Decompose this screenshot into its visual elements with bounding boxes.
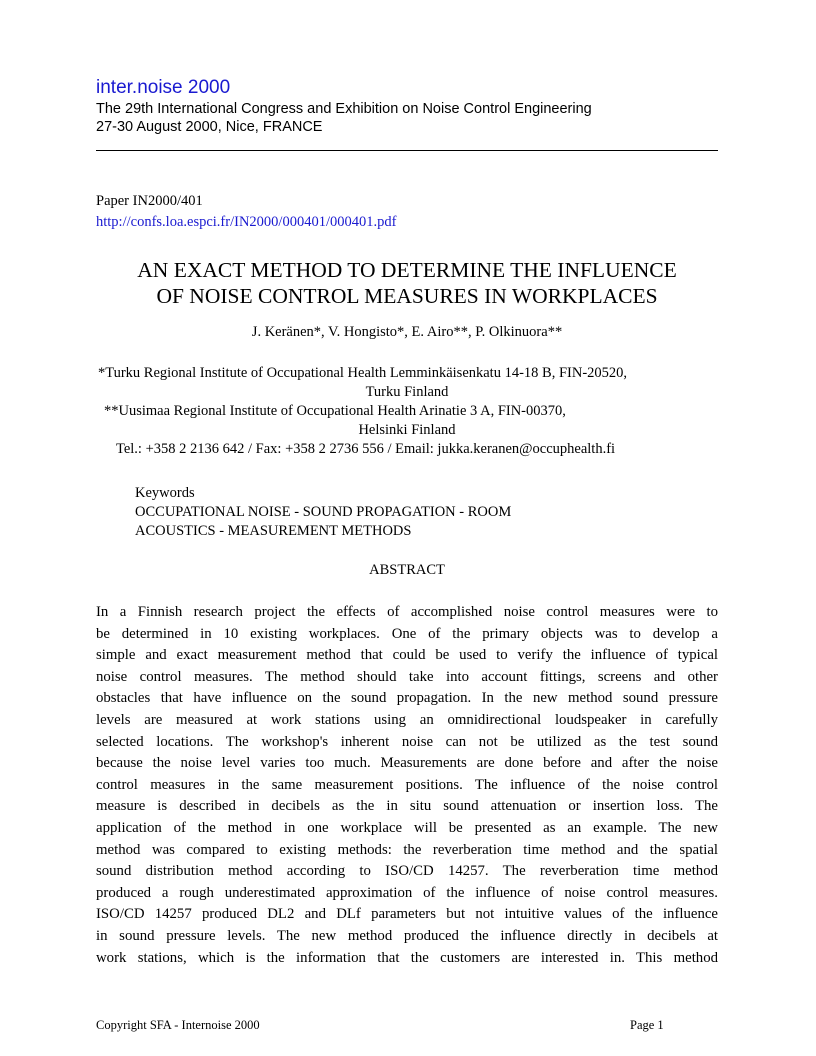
paper-authors: J. Keränen*, V. Hongisto*, E. Airo**, P. Olkinuora** <box>251 324 563 340</box>
abstract-line: ISO/CD 14257 produced DL2 and DLf parameters but not intuitive values of the influence <box>96 906 718 923</box>
abstract-line: control measures in the same measurement positions. The influence of the noise control <box>96 776 718 793</box>
abstract-line: method was compared to existing methods: the reverberation time method and the spatial <box>96 841 718 858</box>
congress-dates-location: 27-30 August 2000, Nice, FRANCE <box>96 119 323 135</box>
abstract-line: application of the method in one workplace will be presented as an example. The new <box>96 819 718 836</box>
header-divider <box>96 150 718 151</box>
paper-id: Paper IN2000/401 <box>96 193 203 209</box>
abstract-line: be determined in 10 existing workplaces. One of the primary objects was to develop a <box>96 625 718 642</box>
congress-name: The 29th International Congress and Exhibition on Noise Control Engineering <box>96 101 592 117</box>
abstract-line: in sound pressure levels. The new method produced the influence directly in decibels at <box>96 927 718 944</box>
keywords-line-1: OCCUPATIONAL NOISE - SOUND PROPAGATION - ROOM <box>135 504 512 520</box>
abstract-heading: ABSTRACT <box>369 562 445 578</box>
footer-page-number: Page 1 <box>630 1018 664 1032</box>
keywords-line-2: ACOUSTICS - MEASUREMENT METHODS <box>135 523 412 539</box>
abstract-line: produced a rough underestimated approximation of the influence of noise control measures. <box>96 884 718 901</box>
affiliation-line-1: *Turku Regional Institute of Occupational Health Lemminkäisenkatu 14-18 B, FIN-20520, <box>98 365 628 381</box>
abstract-line: work stations, which is the information that the customers are interested in. This method <box>96 949 718 966</box>
conference-name: inter.noise 2000 <box>96 77 231 98</box>
abstract-line: simple and exact measurement method that could be used to verify the influence of typical <box>96 647 718 664</box>
paper-title-line-2: OF NOISE CONTROL MEASURES IN WORKPLACES <box>156 284 658 308</box>
footer-copyright: Copyright SFA - Internoise 2000 <box>96 1018 260 1032</box>
abstract-line: obstacles that have influence on the sound propagation. In the new method sound pressure <box>96 690 718 707</box>
paper-title-line-1: AN EXACT METHOD TO DETERMINE THE INFLUENCE <box>137 258 677 282</box>
abstract-line: In a Finnish research project the effects of accomplished noise control measures were to <box>96 604 718 620</box>
abstract-line: measure is described in decibels as the in situ sound attenuation or insertion loss. The <box>96 798 718 815</box>
affiliation-line-3: **Uusimaa Regional Institute of Occupational Health Arinatie 3 A, FIN-00370, <box>104 403 566 419</box>
abstract-line: sound distribution method according to ISO/CD 14257. The reverberation time method <box>96 863 718 880</box>
keywords-heading: Keywords <box>135 485 195 501</box>
abstract-line: because the noise level varies too much. Measurements are done before and after the noise <box>96 755 718 772</box>
abstract-line: selected locations. The workshop's inherent noise can not be utilized as the test sound <box>96 733 718 750</box>
abstract-body <box>96 602 718 969</box>
paper-url-link[interactable]: http://confs.loa.espci.fr/IN2000/000401/000401.pdf <box>96 214 397 230</box>
abstract-line: levels are measured at work stations using an omnidirectional loudspeaker in carefully <box>96 711 718 728</box>
affiliation-line-2: Turku Finland <box>365 384 449 400</box>
contact-info: Tel.: +358 2 2136 642 / Fax: +358 2 2736 556 / Email: jukka.keranen@occuphealth.fi <box>116 441 616 457</box>
affiliation-line-4: Helsinki Finland <box>358 422 456 438</box>
abstract-line: noise control measures. The method should take into account fittings, screens and other <box>96 668 718 685</box>
